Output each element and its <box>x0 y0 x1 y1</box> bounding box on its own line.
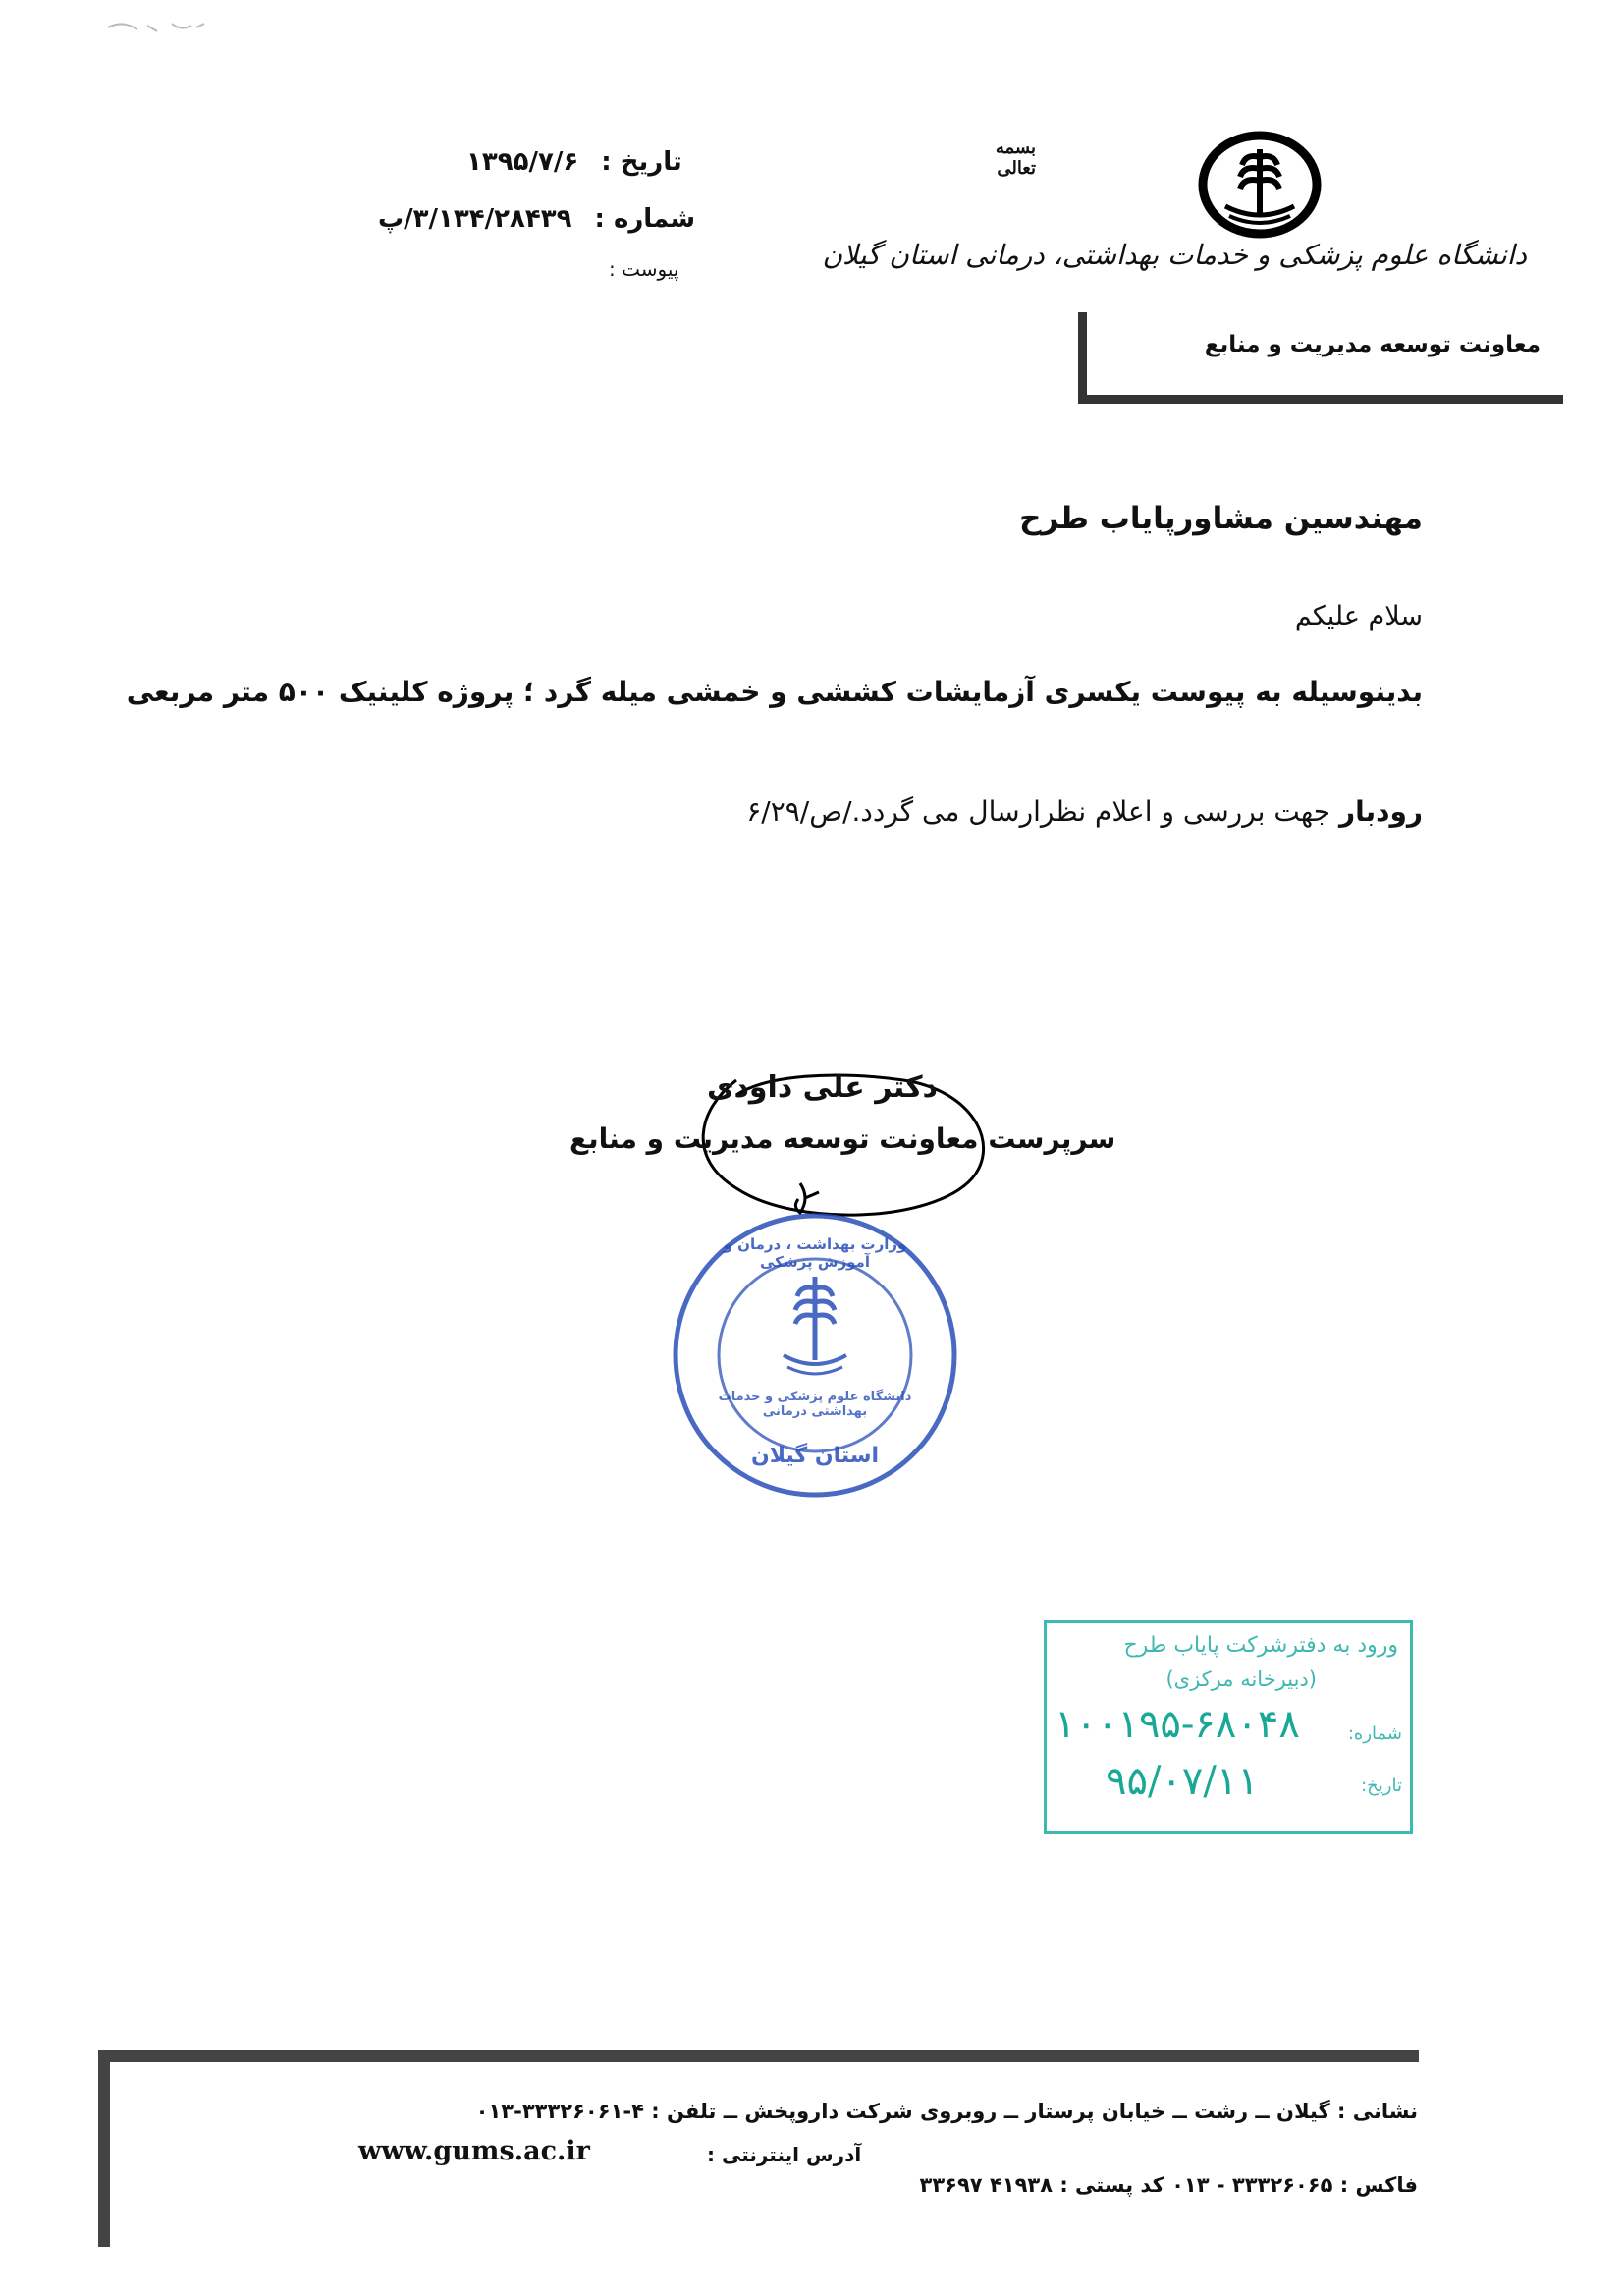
footer-website: www.gums.ac.ir <box>358 2136 590 2166</box>
date-line <box>466 147 682 177</box>
footer-fax: فاکس : ۳۳۳۲۶۰۶۵ - ۰۱۳ کد پستی : ۴۱۹۳۸ ۳۳۶۹۷ <box>919 2173 1418 2197</box>
date-label: تاریخ : <box>601 147 682 177</box>
number-value: ۳/۱۳۴/۲۸۴۳۹/پ <box>378 204 572 234</box>
received-date-value: ۹۵/۰۷/۱۱ <box>1106 1759 1259 1804</box>
body-line-2 <box>746 795 1423 828</box>
body-line-1: بدینوسیله به پیوست یکسری آزمایشات کششی و خمشی میله گرد ؛ پروژه کلینیک ۵۰۰ متر مربعی <box>126 676 1423 708</box>
university-name: دانشگاه علوم پزشکی و خدمات بهداشتی، درمانی استان گیلان <box>822 239 1527 271</box>
footer-rule <box>98 2050 1419 2062</box>
official-round-stamp <box>668 1208 962 1503</box>
date-value: ۱۳۹۵/۷/۶ <box>466 147 579 177</box>
received-number-label: شماره: <box>1347 1723 1402 1744</box>
body-line-2-rest: جهت بررسی و اعلام نظرارسال می گردد./ص/۶/۲۹ <box>746 795 1339 828</box>
university-logo <box>1196 128 1324 241</box>
number-line <box>378 204 695 234</box>
received-date-label: تاریخ: <box>1361 1776 1402 1796</box>
signatory-title: سرپرست معاونت توسعه مدیریت و منابع <box>569 1122 1116 1155</box>
footer-rule-left <box>98 2050 110 2247</box>
footer-address: نشانی : گیلان ــ رشت ــ خیابان پرستار ــ روبروی شرکت داروپخش ــ تلفن : ۴-۳۳۳۲۶۰۶۱-۰۱۳ <box>475 2100 1418 2123</box>
footer-website-label: آدرس اینترنتی : <box>707 2143 862 2166</box>
scan-mark <box>103 18 211 37</box>
bismillah: بسمه تعالی <box>995 137 1036 179</box>
received-number-value: ۱۰۰۱۹۵-۶۸۰۴۸ <box>1055 1702 1300 1747</box>
number-label: شماره : <box>594 204 696 234</box>
body-place: رودبار <box>1338 795 1423 828</box>
department-frame <box>1078 312 1563 404</box>
stamp-ring-text: وزارت بهداشت ، درمان و آموزش پزشکی <box>723 1235 907 1271</box>
greeting: سلام علیکم <box>1294 601 1423 631</box>
attachment-label: پیوست : <box>609 257 679 281</box>
received-stamp-subtitle: (دبیرخانه مرکزی) <box>1165 1667 1317 1691</box>
stamp-inner-text: دانشگاه علوم پزشکی و خدمات بهداشتی درمانی <box>718 1390 912 1419</box>
recipient: مهندسین مشاورپایاب طرح <box>1019 501 1423 536</box>
received-stamp <box>1044 1620 1413 1834</box>
department-name: معاونت توسعه مدیریت و منابع <box>1204 332 1541 357</box>
stamp-province: استان گیلان <box>750 1444 880 1468</box>
signatory-name: دکتر علی داودی <box>707 1070 938 1105</box>
attachment-line <box>609 257 678 281</box>
received-stamp-title: ورود به دفترشرکت پایاب طرح <box>1123 1633 1398 1658</box>
